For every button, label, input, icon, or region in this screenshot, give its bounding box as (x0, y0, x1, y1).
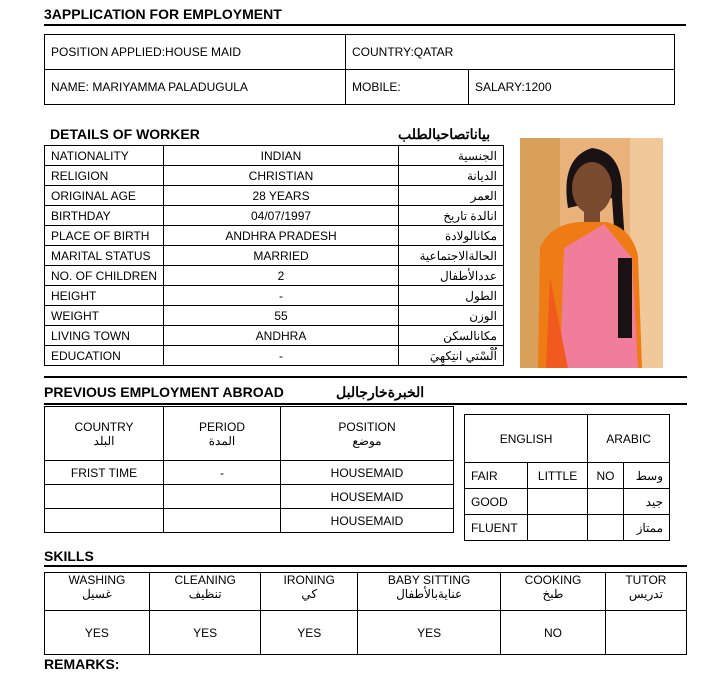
details-value: 55 (164, 306, 399, 326)
previous-employment-table (44, 406, 454, 533)
details-value: 28 YEARS (164, 186, 399, 206)
skill-header (149, 573, 261, 611)
language-arabic-value (588, 515, 624, 541)
title-underline (44, 24, 686, 26)
details-row (45, 206, 504, 226)
details-heading-arabic: بياناتصاحبالطلب (398, 126, 491, 142)
salary: SALARY:1200 (469, 70, 675, 105)
skill-label: WASHING (68, 573, 126, 587)
details-label: WEIGHT (45, 306, 164, 326)
previous-country (45, 485, 164, 509)
language-english-value (528, 515, 588, 541)
language-table (464, 414, 670, 541)
details-label-arabic: الجنسية (399, 146, 504, 166)
details-value: - (164, 346, 399, 366)
details-row (45, 286, 504, 306)
details-label-arabic: عددالأطفال (399, 266, 504, 286)
details-value: 2 (164, 266, 399, 286)
details-label-arabic: الحالةالاجتماعية (399, 246, 504, 266)
details-label: RELIGION (45, 166, 164, 186)
language-arabic: ARABIC (588, 415, 670, 463)
details-label: ORIGINAL AGE (45, 186, 164, 206)
details-value: 04/07/1997 (164, 206, 399, 226)
details-value: MARRIED (164, 246, 399, 266)
previous-row (45, 509, 454, 533)
previous-position: HOUSEMAID (281, 509, 454, 533)
skill-value: YES (45, 611, 150, 655)
col-period-label-arabic: المدة (208, 433, 236, 448)
skill-label-arabic: غسيل (82, 587, 112, 601)
skills-heading: SKILLS (44, 548, 94, 564)
section-rule (44, 376, 687, 378)
language-english: ENGLISH (465, 415, 588, 463)
col-period (164, 407, 281, 461)
language-level: FAIR (465, 463, 528, 489)
worker-photo (520, 138, 663, 368)
previous-row (45, 461, 454, 485)
language-row (465, 515, 670, 541)
language-english-value: LITTLE (528, 463, 588, 489)
details-row (45, 346, 504, 366)
mobile: MOBILE: (346, 70, 469, 105)
skill-header (501, 573, 606, 611)
details-label: HEIGHT (45, 286, 164, 306)
details-row (45, 186, 504, 206)
skill-label-arabic: طبخ (542, 587, 564, 601)
previous-row (45, 485, 454, 509)
previous-heading: PREVIOUS EMPLOYMENT ABROAD (44, 384, 284, 400)
language-level-arabic: وسط (623, 463, 669, 489)
details-value: INDIAN (164, 146, 399, 166)
col-position-label-arabic: موضع (352, 433, 382, 448)
language-level-arabic: جيد (623, 489, 669, 515)
previous-period (164, 509, 281, 533)
details-row (45, 326, 504, 346)
language-row (465, 489, 670, 515)
details-label-arabic: اُلْسْتي انتِكهِيَ (399, 346, 504, 366)
details-label-arabic: انالدة تاريخ (399, 206, 504, 226)
language-row (465, 463, 670, 489)
previous-country: FRIST TIME (45, 461, 164, 485)
details-label-arabic: العمر (399, 186, 504, 206)
country: COUNTRY:QATAR (346, 35, 675, 70)
details-row (45, 226, 504, 246)
language-arabic-value: NO (588, 463, 624, 489)
details-row (45, 166, 504, 186)
skill-value (605, 611, 686, 655)
details-value: - (164, 286, 399, 306)
previous-position: HOUSEMAID (281, 461, 454, 485)
skill-value: NO (501, 611, 606, 655)
previous-period (164, 485, 281, 509)
worker-name: NAME: MARIYAMMA PALADUGULA (45, 70, 346, 105)
previous-heading-arabic: الخبرةخارجالبل (336, 384, 425, 400)
skills-rule (44, 565, 687, 567)
skill-label: CLEANING (174, 573, 236, 587)
previous-country (45, 509, 164, 533)
skill-header (261, 573, 358, 611)
details-value: ANDHRA PRADESH (164, 226, 399, 246)
section-rule-2 (44, 403, 687, 405)
skill-header (357, 573, 500, 611)
details-heading: DETAILS OF WORKER (50, 126, 200, 142)
details-label-arabic: الطول (399, 286, 504, 306)
col-country (45, 407, 164, 461)
previous-position: HOUSEMAID (281, 485, 454, 509)
details-table (44, 145, 504, 366)
details-label-arabic: مكانالولادة (399, 226, 504, 246)
skill-label-arabic: كي (301, 587, 318, 601)
skill-value: YES (261, 611, 358, 655)
language-english-value (528, 489, 588, 515)
details-label: MARITAL STATUS (45, 246, 164, 266)
details-label: LIVING TOWN (45, 326, 164, 346)
skill-label: IRONING (283, 573, 335, 587)
skill-label-arabic: تدريس (628, 587, 663, 601)
details-label: EDUCATION (45, 346, 164, 366)
language-level: FLUENT (465, 515, 528, 541)
position-applied: POSITION APPLIED:HOUSE MAID (45, 35, 346, 70)
language-arabic-value (588, 489, 624, 515)
details-label-arabic: الوزن (399, 306, 504, 326)
skill-label: COOKING (524, 573, 582, 587)
details-value: CHRISTIAN (164, 166, 399, 186)
col-country-label-arabic: البلد (93, 433, 115, 448)
skill-header (45, 573, 150, 611)
skill-label: BABY SITTING (387, 573, 471, 587)
skill-label-arabic: تنظيف (188, 587, 222, 601)
details-row (45, 266, 504, 286)
language-level-arabic: ممتاز (623, 515, 669, 541)
skill-value: YES (149, 611, 261, 655)
remarks-label: REMARKS: (44, 656, 120, 672)
col-country-label: COUNTRY (74, 419, 134, 434)
skill-value: YES (357, 611, 500, 655)
details-label: NATIONALITY (45, 146, 164, 166)
details-row (45, 146, 504, 166)
skill-label: TUTOR (625, 573, 667, 587)
details-label: BIRTHDAY (45, 206, 164, 226)
details-value: ANDHRA (164, 326, 399, 346)
details-label: NO. OF CHILDREN (45, 266, 164, 286)
col-position (281, 407, 454, 461)
header-table (44, 34, 675, 105)
details-label-arabic: مكانالسكن (399, 326, 504, 346)
skill-header (605, 573, 686, 611)
page-title: 3APPLICATION FOR EMPLOYMENT (44, 6, 282, 22)
details-row (45, 246, 504, 266)
details-label-arabic: الديانة (399, 166, 504, 186)
col-period-label: PERIOD (198, 419, 245, 434)
details-label: PLACE OF BIRTH (45, 226, 164, 246)
details-row (45, 306, 504, 326)
skills-table (44, 572, 687, 655)
language-level: GOOD (465, 489, 528, 515)
col-position-label: POSITION (338, 419, 396, 434)
worker-photo-image (520, 138, 663, 368)
skill-label-arabic: عنايةبالأطفال (396, 587, 463, 601)
previous-period: - (164, 461, 281, 485)
